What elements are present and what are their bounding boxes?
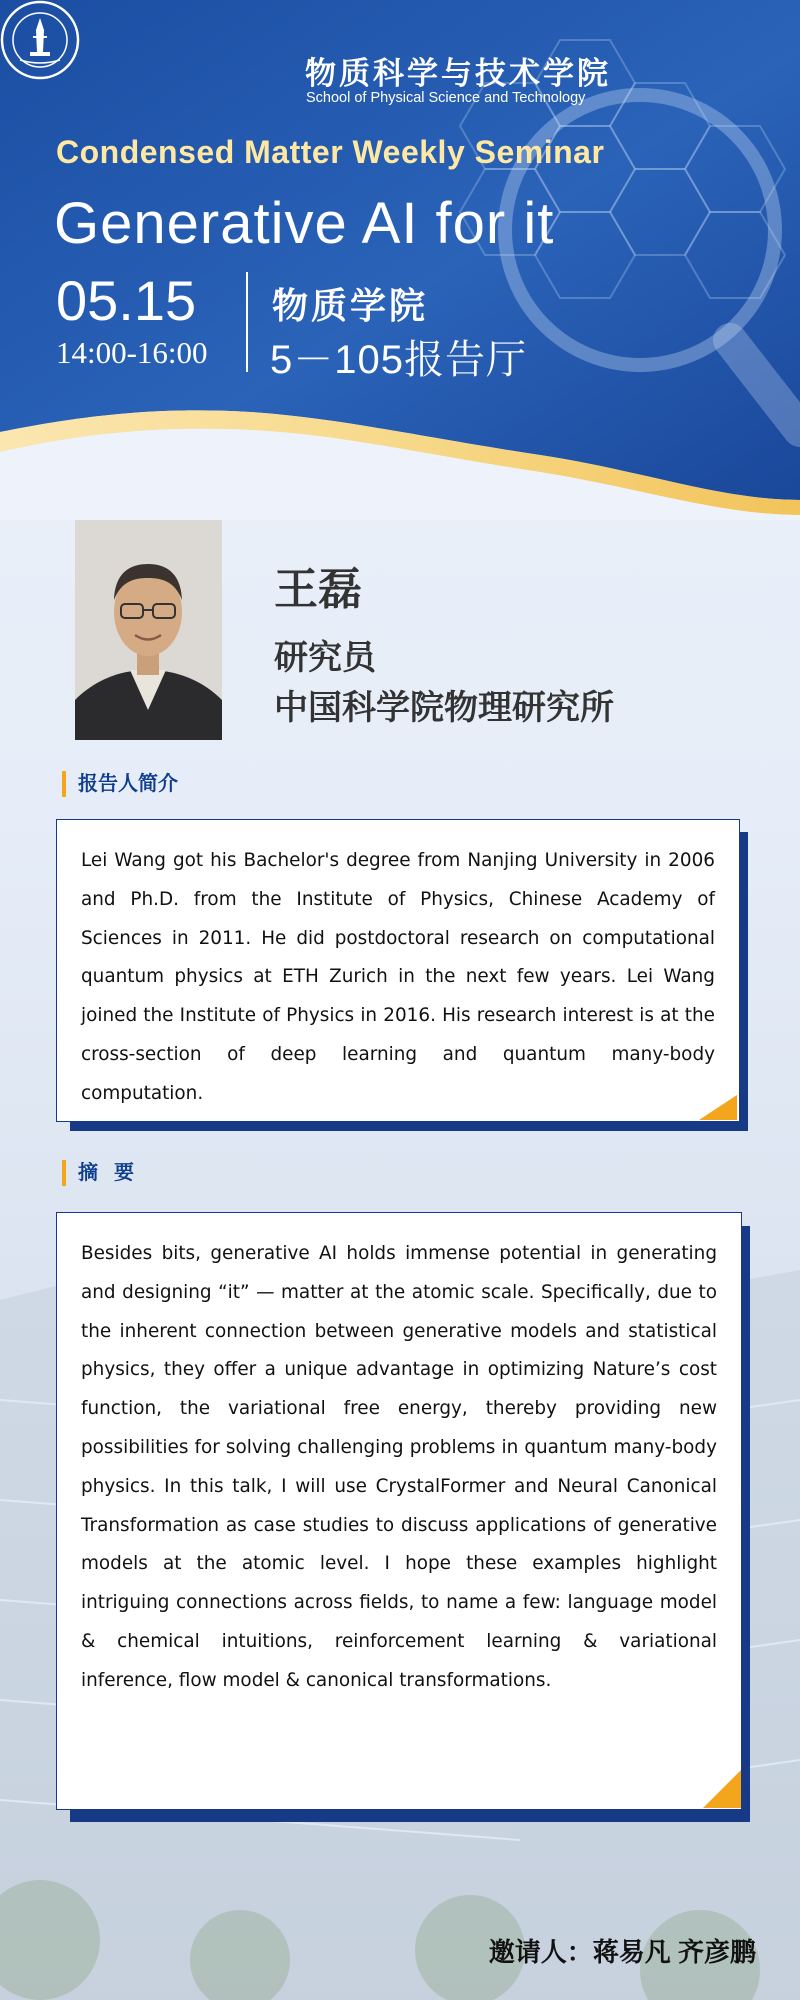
header-banner [0, 0, 800, 520]
abstract-corner-accent [703, 1770, 741, 1808]
inviter-line: 邀请人：蒋易凡 齐彦鹏 [488, 1937, 756, 1967]
school-name-cn: 物质科学与技术学院 [305, 56, 611, 92]
speaker-institution: 中国科学院物理研究所 [274, 688, 614, 728]
bio-corner-accent [699, 1095, 737, 1120]
abstract-heading: 摘要 [62, 1160, 150, 1186]
speaker-name: 王磊 [274, 564, 362, 615]
speaker-photo [75, 520, 222, 740]
school-name-en: School of Physical Science and Technology [306, 90, 586, 106]
talk-title: Generative AI for it [54, 191, 555, 256]
header-divider [246, 272, 248, 372]
talk-date: 05.15 [56, 269, 197, 332]
university-seal-logo [0, 0, 80, 80]
bio-box [56, 819, 740, 1122]
abstract-text: Besides bits, generative AI holds immense potential in generating and designing “it” — matter at the atomic scale. Specifically, due to the inherent connection between generative models and statistical physics, they offer a unique advantage in optimizing Nature’s cost function, the variational free energy, thereby providing new possibilities for solving challenging problems in quantum many-body physics. In this talk, I will use CrystalFormer and Neural Canonical Transformation as case studies to discuss applications of generative models at the atomic level. I hope these examples highlight intriguing connections across fields, to name a few: language model & chemical intuitions, reinforcement learning & variational inference, flow model & canonical transformations. [81, 1243, 717, 1691]
seminar-series: Condensed Matter Weekly Seminar [56, 134, 605, 170]
venue-building: 物质学院 [272, 285, 429, 326]
speaker-portrait-icon [75, 520, 222, 740]
bio-text: Lei Wang got his Bachelor's degree from Nanjing University in 2006 and Ph.D. from the Institute of Physics, Chinese Academy of Sciences in 2011. He did postdoctoral research on computational quantum physics at ETH Zurich in the next few years. Lei Wang joined the Institute of Physics in 2016. His research interest is at the cross-section of deep learning and quantum many-body computation. [81, 850, 715, 1104]
talk-time: 14:00-16:00 [56, 335, 208, 370]
bio-heading: 报告人简介 [62, 771, 178, 797]
abstract-box [56, 1212, 742, 1810]
speaker-title: 研究员 [274, 638, 376, 678]
venue-room: 5－105报告厅 [270, 338, 527, 382]
